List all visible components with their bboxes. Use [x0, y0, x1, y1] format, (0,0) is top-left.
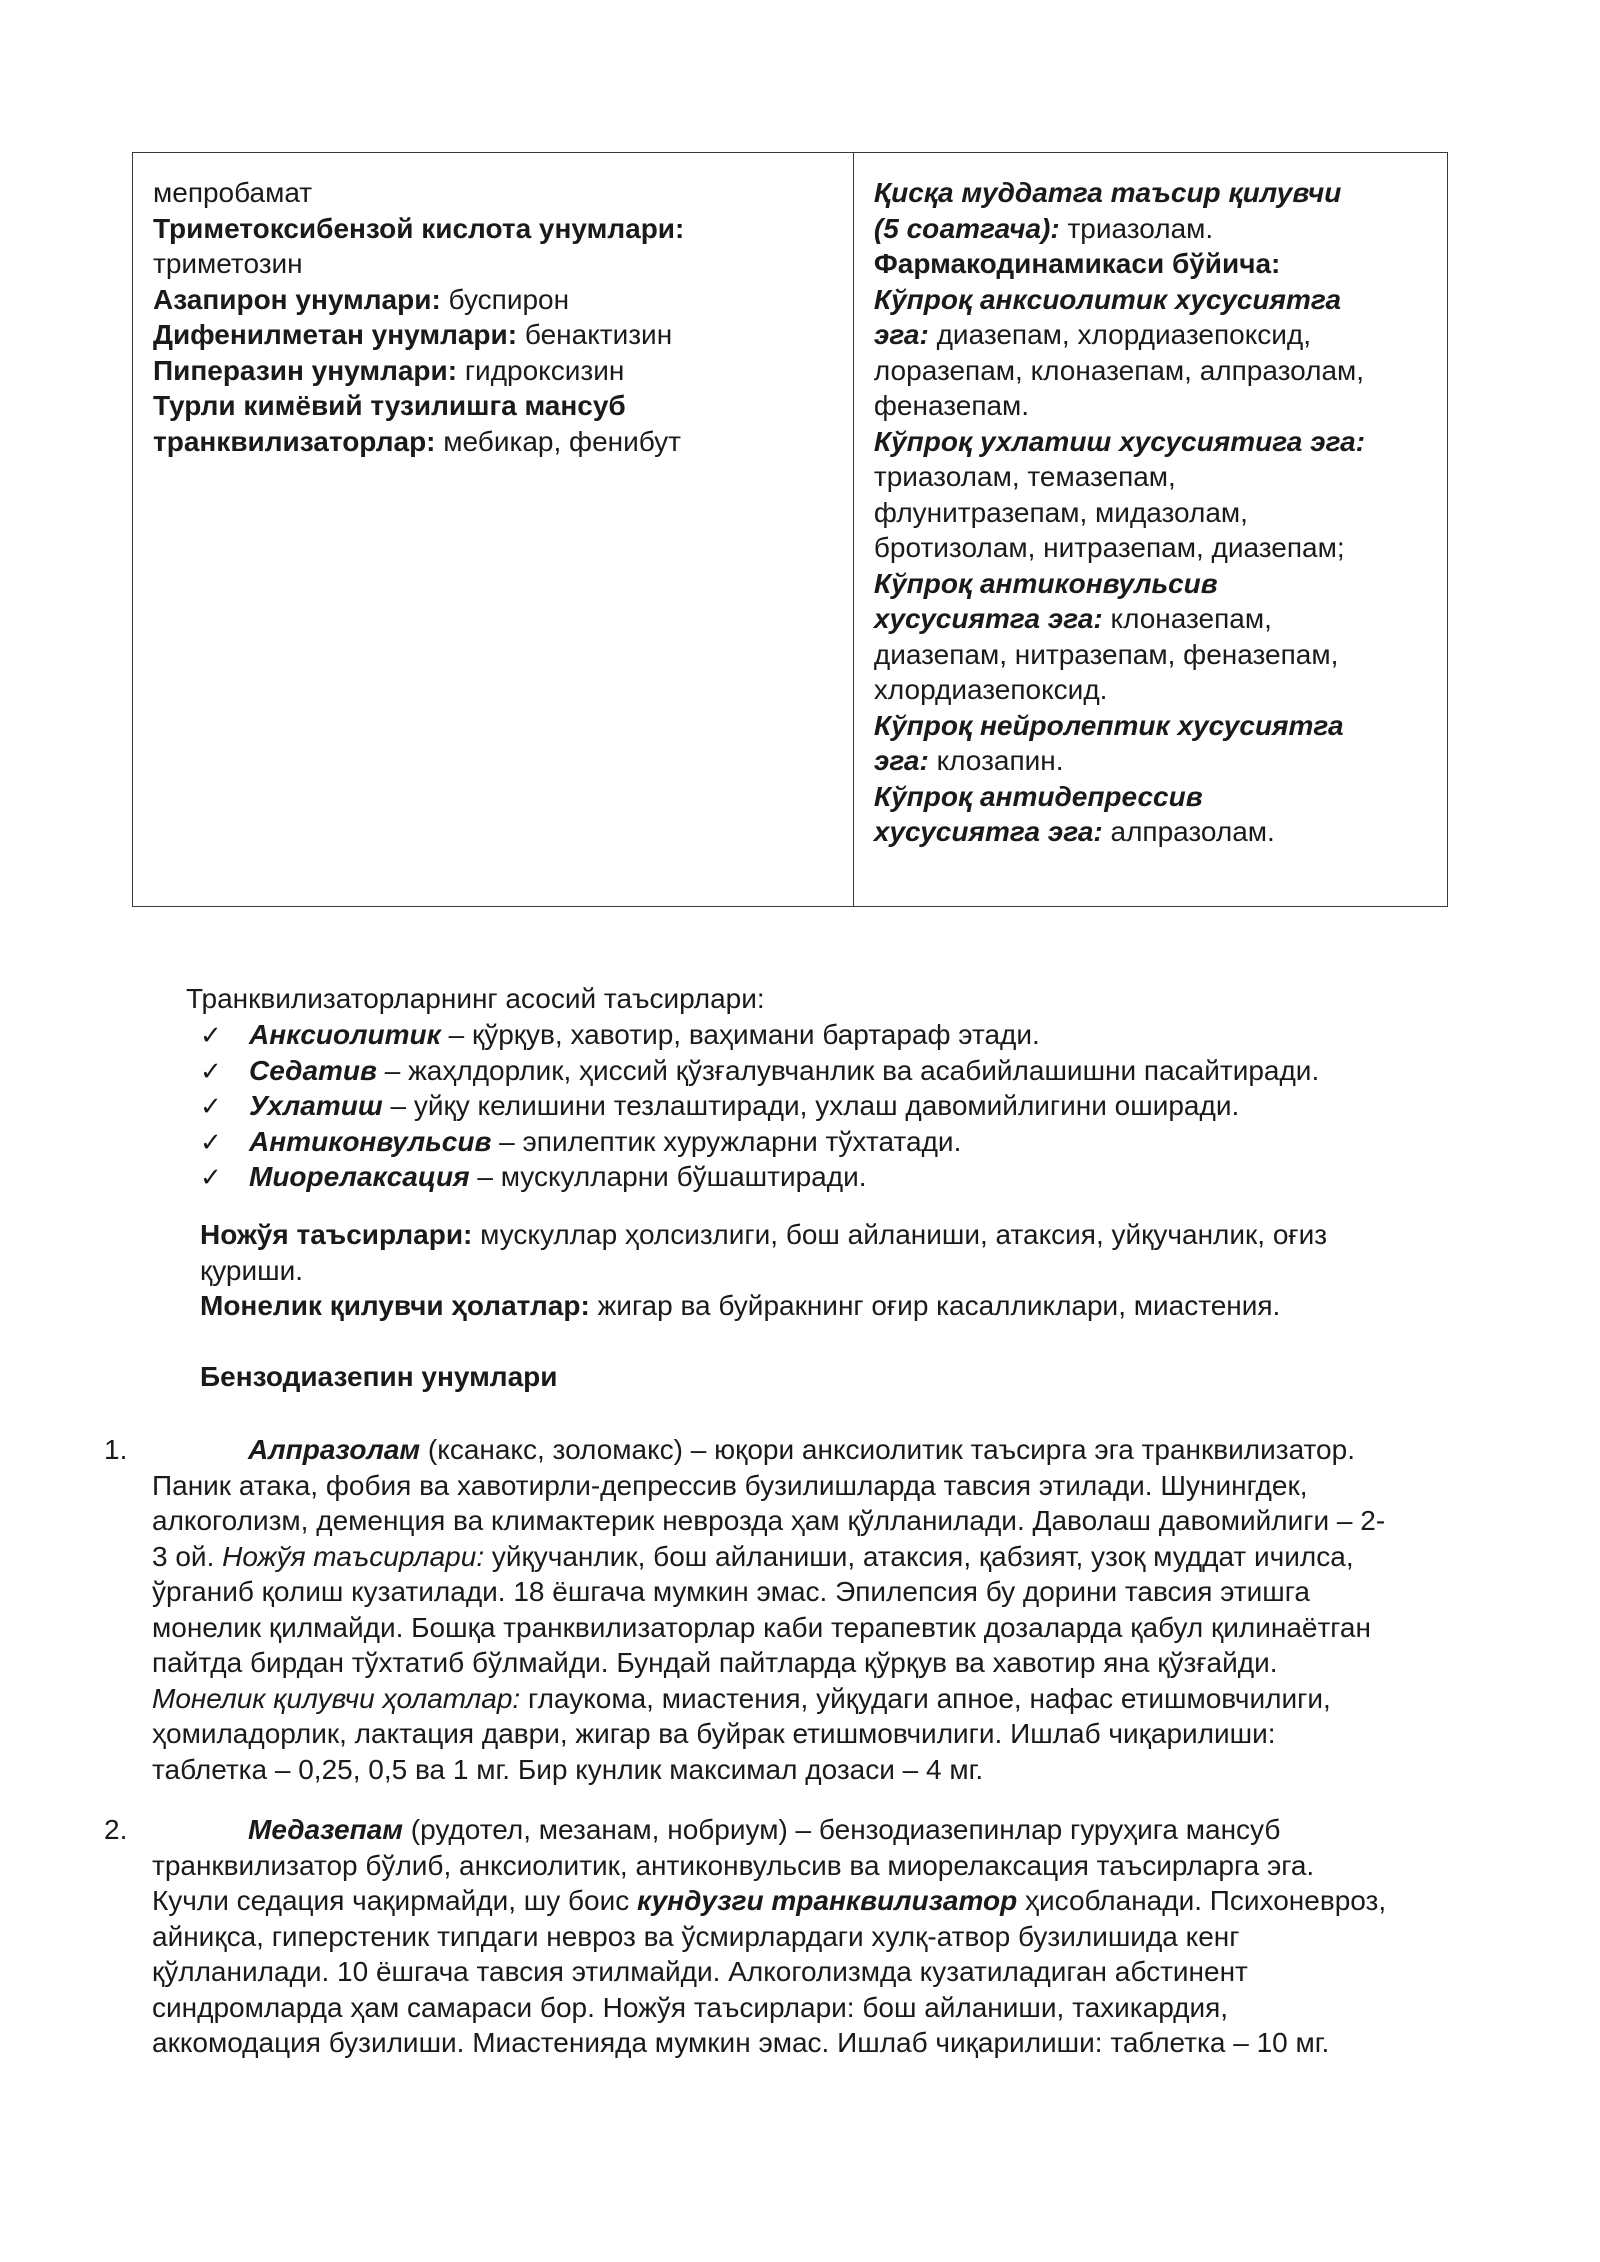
- table-line: Кўпроқ антиконвульсив: [873, 567, 1218, 599]
- table-cell-left: [133, 153, 854, 906]
- table-line: мепробамат: [153, 177, 313, 208]
- table-line: феназепам.: [873, 390, 1030, 421]
- table-line: Кўпроқ нейролептик хусусиятга: [873, 709, 1344, 741]
- table-line: транквилизаторлар: мебикар, фенибут: [153, 425, 682, 457]
- table-line: Триметоксибензой кислота унумлари:: [153, 212, 685, 244]
- drug-name: Алпразолам: [248, 1434, 421, 1465]
- table-line: хусусиятга эга: алпразолам.: [873, 816, 1275, 847]
- effects-title: Транквилизаторларнинг асосий таъсирлари:: [186, 983, 765, 1014]
- table-line: Дифенилметан унумлари: бенактизин: [153, 319, 673, 350]
- table-line: бротизолам, нитразепам, диазепам;: [873, 532, 1345, 563]
- checkmark-icon: ✓: [200, 1091, 222, 1121]
- table-line: Кўпроқ антидепрессив: [873, 780, 1203, 812]
- table-line: хлордиазепоксид.: [873, 674, 1108, 705]
- table-line: хусусиятга эга: клоназепам,: [873, 603, 1272, 634]
- drug-name: Медазепам: [248, 1814, 403, 1845]
- table-line: эга: диазепам, хлордиазепоксид,: [873, 319, 1312, 350]
- table-line: Қисқа муддатга таъсир қилувчи: [873, 177, 1342, 208]
- table-line: триметозин: [153, 248, 303, 279]
- table-line: Кўпроқ анксиолитик хусусиятга: [873, 283, 1342, 315]
- section-title: Бензодиазепин унумлари: [200, 1361, 558, 1392]
- list-item: ✓ Анксиолитик – қўрқув, хавотир, ваҳимани бартараф этади.: [200, 1017, 1319, 1053]
- checkmark-icon: ✓: [200, 1020, 222, 1050]
- table-line: Пиперазин унумлари: гидроксизин: [153, 354, 625, 386]
- table-line: (5 соатгача): триазолам.: [873, 212, 1214, 244]
- checkmark-icon: ✓: [200, 1126, 222, 1157]
- table-line: Азапирон унумлари: буспирон: [153, 283, 570, 315]
- checkmark-icon: ✓: [200, 1162, 222, 1192]
- drug-paragraph: Алпразолам (ксанакс, золомакс) – юқори анксиолитик таъсирга эга транквилизатор. Паник атака, фобия ва хавотирли-депрессив бузилишларда тавсия этилади. Шунингдек, алкоголизм, деменция ва климактерик неврозда ҳам қўлланилади. Даволаш давомийлиги – 2- 3 ой. Ножўя таъсирлари: уйқучанлик, бош айланиши, атаксия, қабзият, узоқ муддат ичилса, ўрганиб қолиш кузатилади. 18 ёшгача мумкин эмас. Эпилепсия бу дорини тавсия этишга монелик қилмайди. Бошқа транквилизаторлар каби терапевтик дозаларда қабул қилинаётган пайтда бирдан тўхтатиб бўлмайди. Бундай пайтларда қўрқув ва хавотир яна қўзғайди. Монелик қилувчи ҳолатлар: глаукома, миастения, уйқудаги апное, нафас етишмовчилиги, ҳомиладорлик, лактация даври, жигар ва буйрак етишмовчилиги. Ишлаб чиқарилиши: таблетка – 0,25, 0,5 ва 1 мг. Бир кунлик максимал дозаси – 4 мг.: [152, 1434, 1386, 1785]
- classification-table: [132, 152, 1448, 907]
- table-line: лоразепам, клоназепам, алпразолам,: [873, 354, 1365, 386]
- table-line: триазолам, темазепам,: [873, 461, 1176, 492]
- list-item: ✓ Миорелаксация – мускулларни бўшаштиради.: [200, 1159, 1319, 1195]
- table-line: Фармакодинамикаси бўйича:: [873, 248, 1281, 279]
- table-line: флунитразепам, мидазолам,: [873, 496, 1248, 528]
- checkmark-icon: ✓: [200, 1055, 222, 1086]
- list-number: 2.: [104, 1814, 128, 1845]
- side-effects: Ножўя таъсирлари: мускуллар ҳолсизлиги, бош айланиши, атаксия, уйқучанлик, оғиз қуриши. Монелик қилувчи ҳолатлар: жигар ва буйракнинг оғир касалликлари, миастения.: [200, 1217, 1327, 1324]
- effects-list: [200, 1017, 1319, 1195]
- table-line: Турли кимёвий тузилишга мансуб: [153, 390, 626, 421]
- list-item: ✓ Антиконвульсив – эпилептик хуружларни тўхтатади.: [200, 1124, 1319, 1160]
- list-number: 1.: [104, 1434, 128, 1465]
- list-item: ✓ Ухлатиш – уйқу келишини тезлаштиради, ухлаш давомийлигини оширади.: [200, 1088, 1319, 1124]
- table-cell-right: [854, 153, 1447, 906]
- table-line: эга: клозапин.: [873, 745, 1064, 776]
- contraindications: Монелик қилувчи ҳолатлар: жигар ва буйракнинг оғир касалликлари, миастения.: [200, 1290, 1281, 1321]
- drug-paragraph: Медазепам (рудотел, мезанам, нобриум) – бензодиазепинлар гуруҳига мансуб транквилизатор бўлиб, анксиолитик, антиконвульсив ва миорелаксация таъсирларга эга. Кучли седация чақирмайди, шу боис кундузги транквилизатор ҳисобланади. Психоневроз, айниқса, гиперстеник типдаги невроз ва ўсмирлардаги хулқ-атвор бузилишида кенг қўлланилади. 10 ёшгача тавсия этилмайди. Алкоголизмда кузатиладиган абстинент синдромларда ҳам самараси бор. Ножўя таъсирлари: бош айланиши, тахикардия, аккомодация бузилиши. Миастенияда мумкин эмас. Ишлаб чиқарилиши: таблетка – 10 мг.: [152, 1814, 1387, 2058]
- table-line: диазепам, нитразепам, феназепам,: [873, 638, 1339, 670]
- list-item: ✓ Седатив – жаҳлдорлик, ҳиссий қўзғалувчанлик ва асабийлашишни пасайтиради.: [200, 1053, 1319, 1089]
- table-line: Кўпроқ ухлатиш хусусиятига эга:: [873, 425, 1366, 457]
